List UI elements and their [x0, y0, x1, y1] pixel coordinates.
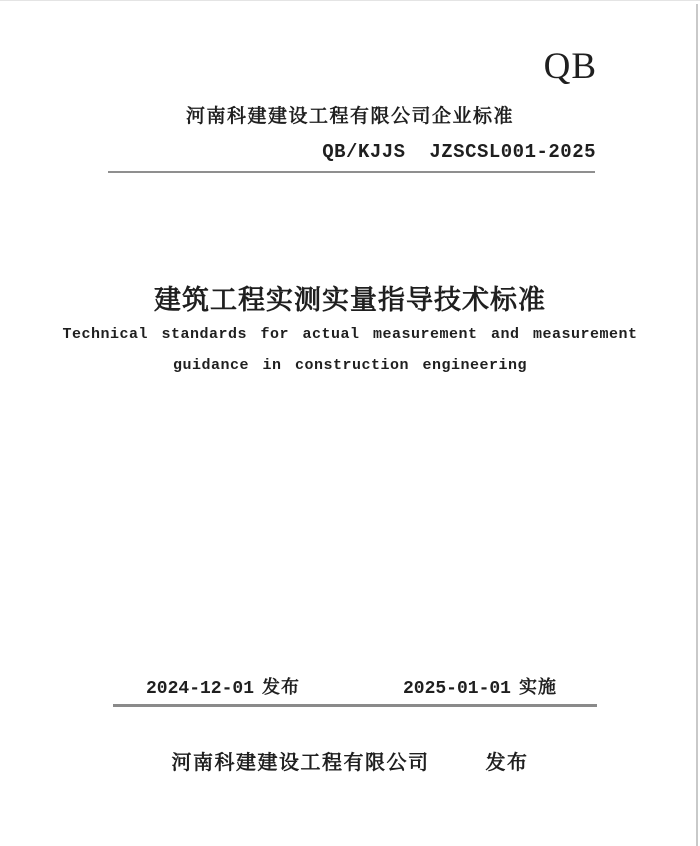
footer-divider-rule	[113, 704, 597, 707]
page-right-edge	[696, 4, 698, 846]
issue-date: 2024-12-01	[146, 679, 255, 699]
document-title-english-line2: guidance in construction engineering	[172, 357, 528, 374]
header-divider-rule	[108, 171, 595, 173]
enterprise-standard-heading: 河南科建建设工程有限公司企业标准	[185, 106, 514, 127]
implement-date: 2025-01-01	[402, 679, 511, 699]
standard-number: QB/KJJS JZSCSL001-2025	[322, 141, 596, 163]
issue-date-group	[146, 673, 300, 699]
issue-label: 发布	[262, 677, 301, 697]
publish-label: 发布	[485, 752, 529, 774]
document-title-chinese: 建筑工程实测实量指导技术标准	[154, 285, 546, 315]
page-top-edge	[0, 0, 700, 1]
dates-row	[0, 673, 700, 699]
standard-code: QB	[543, 46, 597, 87]
document-title-english-line1: Technical standards for actual measurement and measurement	[62, 326, 638, 343]
publisher-line	[0, 746, 700, 775]
implement-date-group	[403, 673, 557, 699]
implement-label: 实施	[519, 677, 557, 697]
publisher-name: 河南科建建设工程有限公司	[171, 752, 430, 774]
